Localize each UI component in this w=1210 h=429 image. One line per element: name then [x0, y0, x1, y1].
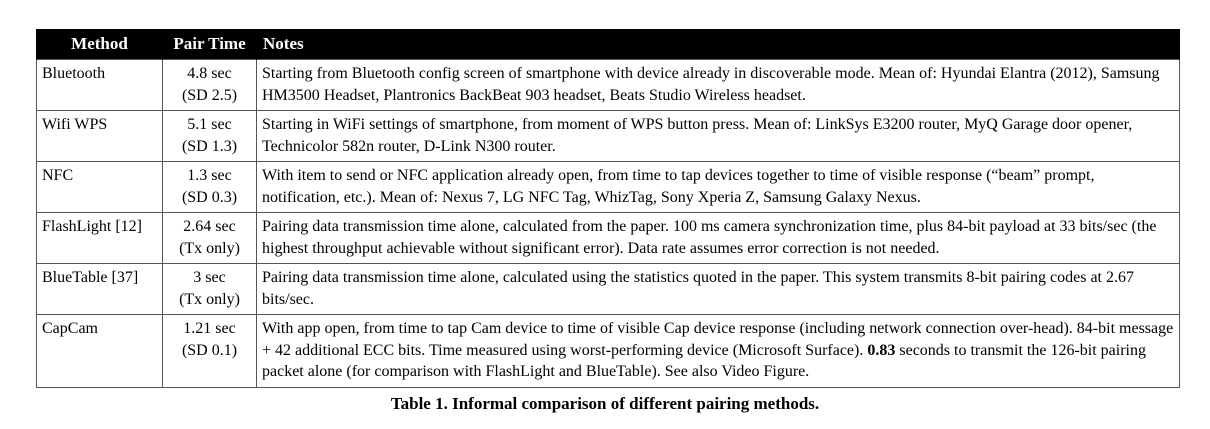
pair-time-value: 5.1 sec — [187, 116, 232, 133]
cell-pair-time — [163, 111, 257, 162]
cell-pair-time — [163, 60, 257, 111]
cell-pair-time — [163, 264, 257, 315]
table-row — [37, 162, 1180, 213]
cell-method: BlueTable [37] — [37, 264, 163, 315]
cell-pair-time — [163, 315, 257, 388]
header-notes: Notes — [257, 29, 1180, 60]
pair-time-value: 3 sec — [193, 269, 226, 286]
pair-time-detail: (SD 2.5) — [181, 86, 238, 104]
table-row — [37, 60, 1180, 111]
cell-method: Wifi WPS — [37, 111, 163, 162]
pair-time-detail: (SD 1.3) — [181, 137, 238, 155]
table-row — [37, 315, 1180, 388]
pair-time-detail: (SD 0.3) — [181, 188, 238, 206]
pair-time-value: 1.21 sec — [183, 320, 236, 337]
cell-method: FlashLight [12] — [37, 213, 163, 264]
pair-time-detail: (SD 0.1) — [181, 341, 238, 359]
cell-method: Bluetooth — [37, 60, 163, 111]
comparison-table-container — [36, 29, 1180, 388]
pair-time-value: 4.8 sec — [187, 65, 232, 82]
pair-time-detail: (Tx only) — [179, 290, 240, 308]
cell-notes: Starting in WiFi settings of smartphone, from moment of WPS button press. Mean of: LinkSys E3200 router, MyQ Garage door opener, Technicolor 582n router, D-Link N300 router. — [257, 111, 1180, 162]
cell-notes: Starting from Bluetooth config screen of smartphone with device already in discoverable mode. Mean of: Hyundai Elantra (2012), Samsung HM3500 Headset, Plantronics BackBeat 903 headset, Beats Studio Wireless headset. — [257, 60, 1180, 111]
table-row — [37, 111, 1180, 162]
cell-notes: With item to send or NFC application already open, from time to tap devices together to time of visible response (“beam” prompt, notification, etc.). Mean of: Nexus 7, LG NFC Tag, WhizTag, Sony Xperia Z, Samsung Galaxy Nexus. — [257, 162, 1180, 213]
cell-notes: Pairing data transmission time alone, calculated from the paper. 100 ms camera synchronization time, plus 84-bit payload at 33 bits/sec (the highest throughput achievable without significant error). Data rate assumes error correction is not needed. — [257, 213, 1180, 264]
cell-method: CapCam — [37, 315, 163, 388]
notes-tail-text: seconds to transmit the 126-bit pairing packet alone (for comparison with FlashLight and BlueTable). See also Video Figure. — [262, 341, 1146, 380]
notes-text: With app open, from time to tap Cam device to time of visible Cap device response (including network connection over-head). 84-bit message + 42 additional ECC bits. Time measured using worst-performing device (Microsoft Surface). — [262, 320, 1174, 359]
table-row — [37, 213, 1180, 264]
cell-notes — [257, 315, 1180, 388]
notes-bold-value: 0.83 — [867, 341, 896, 359]
cell-notes: Pairing data transmission time alone, calculated using the statistics quoted in the paper. This system transmits 8-bit pairing codes at 2.67 bits/sec. — [257, 264, 1180, 315]
header-method: Method — [37, 29, 163, 60]
cell-method: NFC — [37, 162, 163, 213]
table-caption: Table 1. Informal comparison of different pairing methods. — [390, 394, 820, 413]
table-header — [37, 29, 1180, 60]
header-pair-time: Pair Time — [163, 29, 257, 60]
pair-time-detail: (Tx only) — [179, 239, 240, 257]
cell-pair-time — [163, 213, 257, 264]
table-row — [37, 264, 1180, 315]
cell-pair-time — [163, 162, 257, 213]
table-body — [37, 60, 1180, 388]
pair-time-value: 2.64 sec — [183, 218, 236, 235]
pairing-comparison-table — [36, 29, 1180, 388]
header-row — [37, 29, 1180, 60]
pair-time-value: 1.3 sec — [187, 167, 232, 184]
